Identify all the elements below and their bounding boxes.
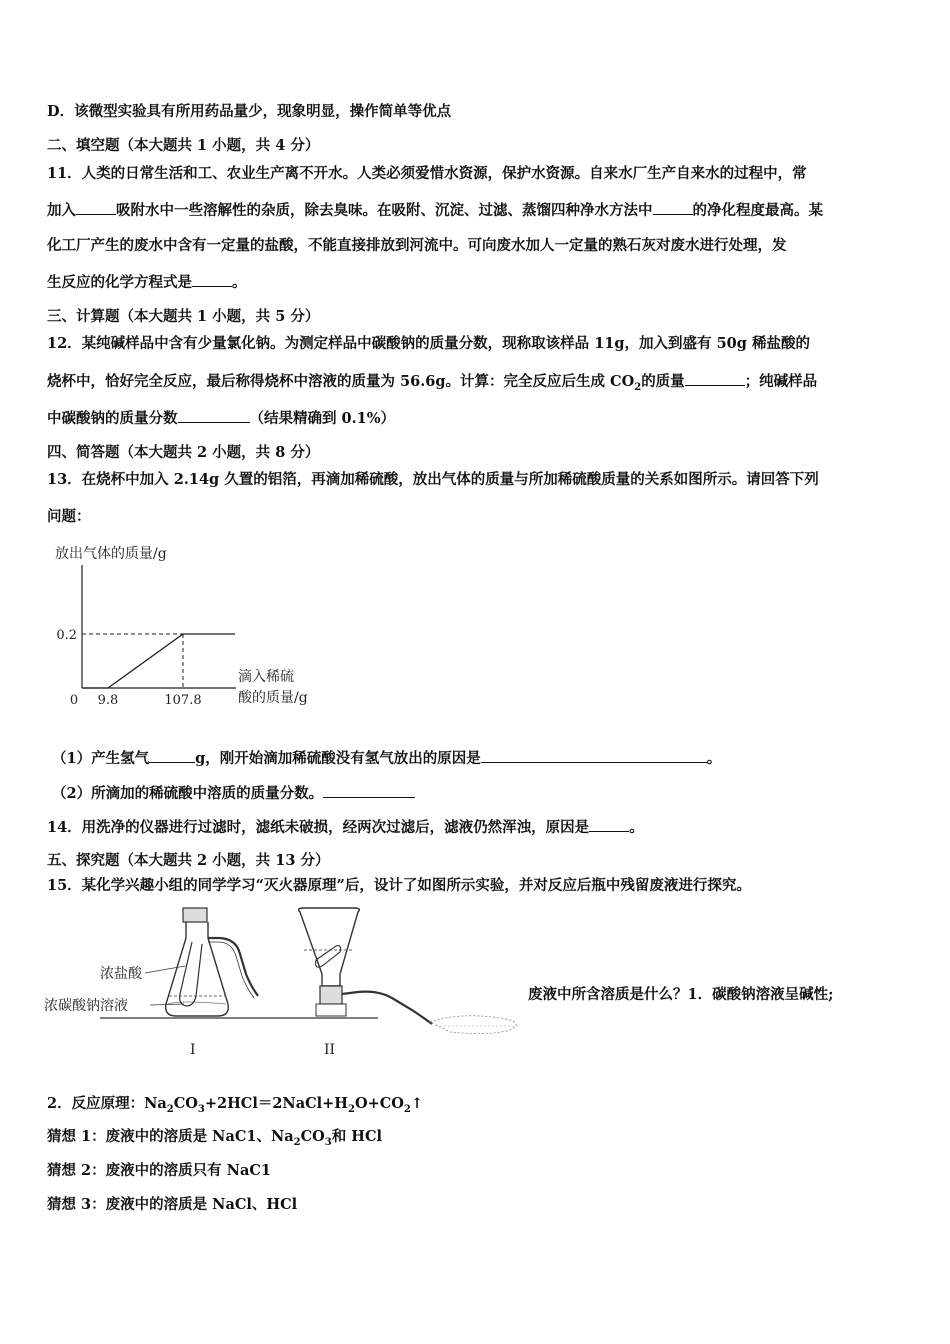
q14-text-a: 14．用洗净的仪器进行过滤时，滤纸未破损，经两次过滤后，滤液仍然浑浊，原因是 — [47, 819, 590, 836]
x-tick-label-9.8: 9.8 — [97, 693, 119, 708]
q11-blank-2[interactable] — [653, 200, 693, 215]
principle-text-a: 2．反应原理：Na — [47, 1095, 167, 1112]
section-2-heading: 二、填空题（本大题共 1 小题，共 4 分） — [47, 137, 320, 154]
q12-blank-2[interactable] — [178, 408, 250, 423]
fire-extinguisher-apparatus-figure — [40, 904, 530, 1062]
q14-blank[interactable] — [589, 817, 629, 832]
principle-text-d: O+CO — [354, 1095, 404, 1112]
section-4-heading: 四、简答题（本大题共 2 小题，共 8 分） — [47, 444, 320, 461]
q12-line-3 — [47, 408, 395, 429]
q11-text-e: 。 — [232, 274, 247, 291]
guess1-text-b: CO — [300, 1128, 325, 1145]
q12-line-1: 12．某纯碱样品中含有少量氯化钠。为测定样品中碳酸钠的质量分数，现称取该样品 11g，加入到盛有 50g 稀盐酸的 — [47, 335, 810, 352]
guess1-sub-a: 2 — [293, 1136, 301, 1148]
q11-blank-1[interactable] — [76, 200, 116, 215]
q11-text-a: 加入 — [47, 202, 76, 219]
principle-text-c: +2HCl＝2NaCl+H — [204, 1095, 348, 1112]
principle-text-b: CO — [173, 1095, 198, 1112]
x-tick-label-0: 0 — [69, 693, 79, 708]
q12-text-c: ；纯碱样品 — [744, 373, 818, 390]
q15-reaction-principle — [47, 1094, 423, 1114]
principle-sub-c: 2 — [347, 1103, 355, 1115]
q11-text-b: 吸附水中一些溶解性的杂质，除去臭味。在吸附、沉淀、过滤、蒸馏四种净水方法中 — [116, 202, 653, 219]
q15-guess-3: 猜想 3：废液中的溶质是 NaCl、HCl — [47, 1196, 298, 1213]
q11-blank-3[interactable] — [192, 272, 232, 287]
gas-mass-series-line — [82, 634, 235, 688]
principle-arrow: ↑ — [410, 1095, 424, 1112]
guess1-text-a: 猜想 1：废液中的溶质是 NaC1、Na — [47, 1128, 294, 1145]
section-3-heading: 三、计算题（本大题共 1 小题，共 5 分） — [47, 308, 320, 325]
q14-line — [47, 817, 644, 838]
q15-guess-2: 猜想 2：废液中的溶质只有 NaC1 — [47, 1162, 271, 1179]
q11-line-2 — [47, 200, 823, 221]
chart-ylabel: 放出气体的质量/g — [55, 546, 167, 562]
q13-blank-2[interactable] — [481, 748, 707, 763]
q12-sub-2: 2 — [634, 381, 642, 393]
q11-line-3: 化工厂产生的废水中含有一定量的盐酸，不能直接排放到河流中。可向废水加人一定量的熟石灰对废水进行处理，发 — [47, 237, 787, 254]
q11-text-c: 的净化程度最高。某 — [692, 202, 823, 219]
label-figure-2: II — [324, 1042, 336, 1058]
chart-xlabel-line-2: 酸的质量/g — [238, 690, 308, 706]
q15-side-text: 废液中所含溶质是什么？1．碳酸钠溶液呈碱性; — [528, 986, 834, 1003]
option-d-line: D．该微型实验具有所用药品量少，现象明显，操作简单等优点 — [47, 103, 452, 120]
label-figure-1: I — [190, 1042, 196, 1058]
q13-sub1-text-b: g，刚开始滴加稀硫酸没有氢气放出的原因是 — [195, 750, 481, 767]
q11-line-1: 11．人类的日常生活和工、农业生产离不开水。人类必须爱惜水资源，保护水资源。自来水厂生产自来水的过程中，常 — [47, 165, 807, 182]
q15-guess-1 — [47, 1127, 382, 1147]
q13-sub1-text-a: （1）产生氢气 — [52, 750, 150, 767]
q11-line-4 — [47, 272, 247, 293]
q13-line-1: 13．在烧杯中加入 2.14g 久置的铝箔，再滴加稀硫酸，放出气体的质量与所加稀硫酸质量的关系如图所示。请回答下列 — [47, 471, 819, 488]
q12-text-d: 中碳酸钠的质量分数 — [47, 410, 178, 427]
chart-xlabel-line-1: 滴入稀硫 — [238, 669, 294, 685]
q13-blank-1[interactable] — [149, 748, 195, 763]
q13-sub1-text-c: 。 — [706, 750, 722, 767]
y-tick-label-0.2: 0.2 — [56, 628, 77, 643]
q12-blank-1[interactable] — [685, 371, 745, 386]
q12-text-b: 的质量 — [641, 373, 685, 390]
q13-sub-2 — [52, 783, 415, 804]
q12-text-e: （结果精确到 0.1%） — [249, 410, 396, 427]
q13-sub2-text: （2）所滴加的稀硫酸中溶质的质量分数。 — [52, 785, 324, 802]
q13-sub-1 — [52, 748, 721, 769]
gas-mass-chart — [40, 538, 340, 718]
q12-text-a: 烧杯中，恰好完全反应，最后称得烧杯中溶液的质量为 56.6g。计算：完全反应后生成 CO — [47, 373, 635, 390]
label-conc-hcl: 浓盐酸 — [100, 966, 142, 982]
x-tick-label-107.8: 107.8 — [164, 693, 202, 708]
q15-line-1: 15．某化学兴趣小组的同学学习“灭火器原理”后，设计了如图所示实验，并对反应后瓶中残留废液进行探究。 — [47, 877, 751, 894]
q13-line-2: 问题： — [47, 508, 91, 525]
guess1-sub-b: 3 — [324, 1136, 332, 1148]
flask-1 — [166, 908, 258, 1016]
q14-text-b: 。 — [629, 819, 644, 836]
section-5-heading: 五、探究题（本大题共 2 小题，共 13 分） — [47, 852, 330, 869]
guess1-text-c: 和 HCl — [331, 1128, 383, 1145]
flask-2 — [299, 908, 520, 1034]
q12-line-2 — [47, 371, 817, 392]
principle-sub-b: 3 — [197, 1103, 205, 1115]
q11-text-d: 生反应的化学方程式是 — [47, 274, 192, 291]
principle-sub-a: 2 — [166, 1103, 174, 1115]
principle-sub-d: 2 — [403, 1103, 411, 1115]
q13-blank-3[interactable] — [323, 783, 415, 798]
label-conc-na2co3: 浓碳酸钠溶液 — [44, 998, 128, 1014]
